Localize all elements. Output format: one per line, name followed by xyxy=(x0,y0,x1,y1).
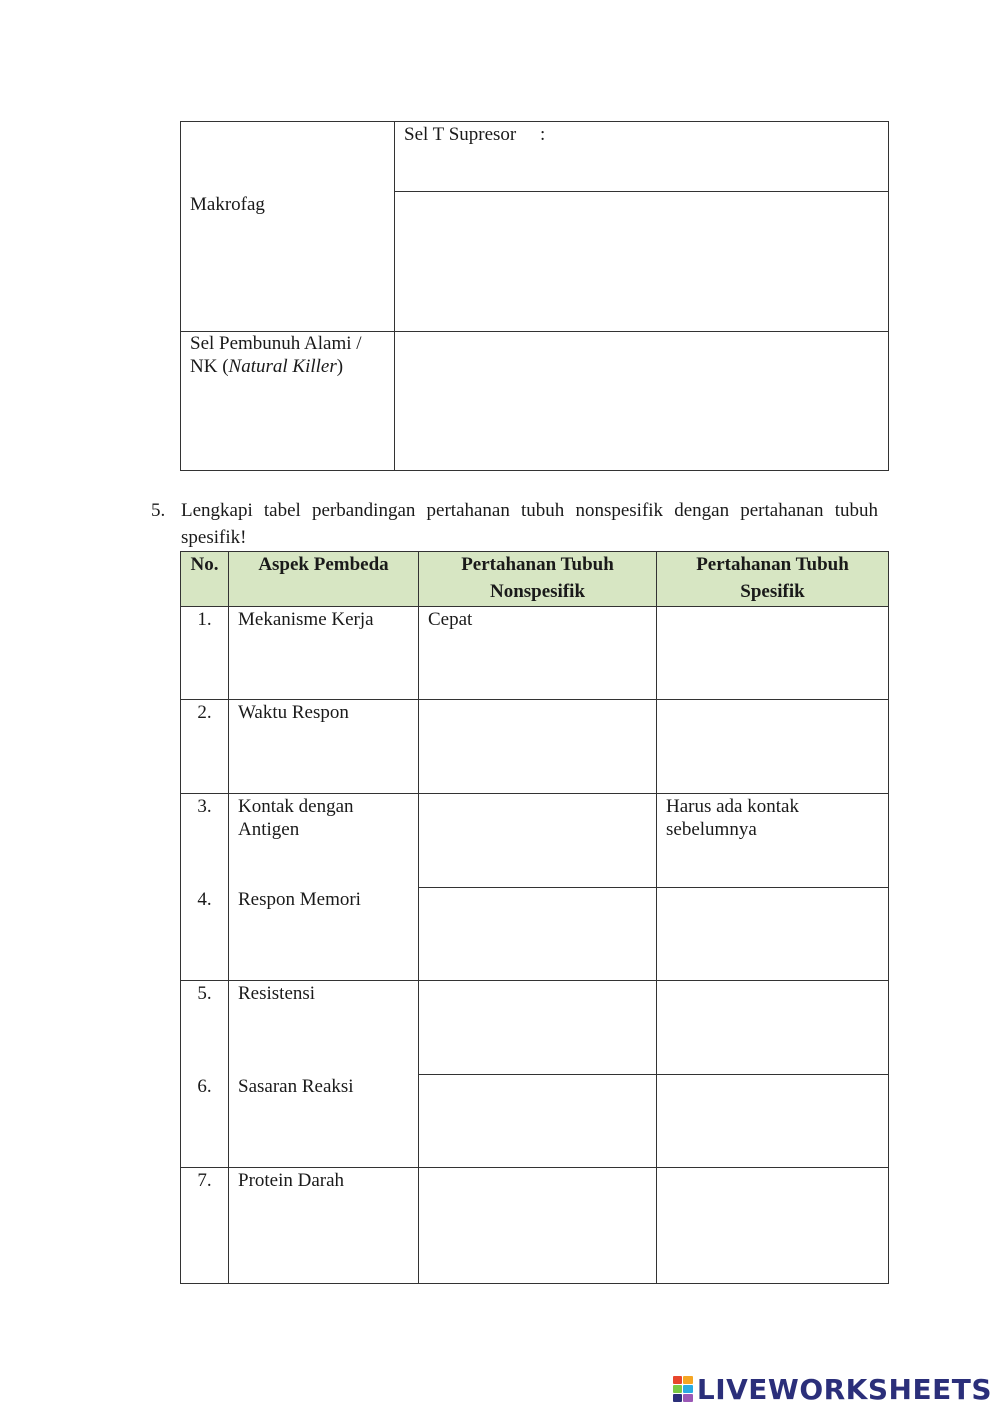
makrofag-label: Makrofag xyxy=(190,194,265,215)
nonspecific-cell-7[interactable] xyxy=(418,1167,657,1284)
aspect-cell-5-6 xyxy=(228,980,419,1168)
nk-italic: Natural Killer xyxy=(228,356,337,377)
liveworksheets-logo-text: LIVEWORKSHEETS xyxy=(696,1372,992,1406)
nonspecific-cell-5[interactable] xyxy=(418,980,657,1075)
header-specific-line2: Spesifik xyxy=(740,581,805,602)
row-aspect-2: Waktu Respon xyxy=(238,702,349,723)
row-no-1: 1. xyxy=(197,609,212,630)
makrofag-answer-cell[interactable] xyxy=(394,191,889,332)
specific-cell-1[interactable] xyxy=(656,606,889,700)
row-aspect-7: Protein Darah xyxy=(238,1170,345,1191)
nk-answer-cell[interactable] xyxy=(394,331,889,471)
row-aspect-3-line2: Antigen xyxy=(238,819,300,840)
question-line2: spesifik! xyxy=(181,527,247,548)
nonspecific-cell-3[interactable] xyxy=(418,793,657,888)
row-no-4: 4. xyxy=(197,889,212,910)
row-no-2: 2. xyxy=(197,702,212,723)
liveworksheets-logo-icon xyxy=(673,1376,693,1402)
header-aspect: Aspek Pembeda xyxy=(258,554,389,575)
question-line1: Lengkapi tabel perbandingan pertahanan tubuh nonspesifik dengan pertahanan tubuh xyxy=(181,500,878,521)
row-nonspecific-1: Cepat xyxy=(428,609,473,630)
row-specific-3-line2: sebelumnya xyxy=(666,819,757,840)
header-no: No. xyxy=(190,554,219,575)
row-no-6: 6. xyxy=(197,1076,212,1097)
header-nonspecific-line1: Pertahanan Tubuh xyxy=(461,554,614,575)
row-no-5: 5. xyxy=(197,983,212,1004)
row-aspect-1: Mekanisme Kerja xyxy=(238,609,374,630)
row-aspect-5: Resistensi xyxy=(238,983,316,1004)
header-specific-line1: Pertahanan Tubuh xyxy=(696,554,849,575)
specific-cell-7[interactable] xyxy=(656,1167,889,1284)
nonspecific-cell-6[interactable] xyxy=(418,1074,657,1168)
sel-t-supresor-label: Sel T Supresor : xyxy=(404,124,546,145)
no-cell-3-4 xyxy=(180,793,229,981)
row-aspect-4: Respon Memori xyxy=(238,889,361,910)
liveworksheets-logo[interactable] xyxy=(673,1371,992,1407)
specific-cell-2[interactable] xyxy=(656,699,889,794)
specific-cell-4[interactable] xyxy=(656,887,889,981)
makrofag-label-cell xyxy=(180,121,395,332)
row-aspect-6: Sasaran Reaksi xyxy=(238,1076,354,1097)
no-cell-5-6 xyxy=(180,980,229,1168)
nk-label-line2 xyxy=(190,355,343,378)
specific-cell-5[interactable] xyxy=(656,980,889,1075)
row-no-7: 7. xyxy=(197,1170,212,1191)
row-specific-3-line1: Harus ada kontak xyxy=(666,796,799,817)
header-nonspecific-line2: Nonspesifik xyxy=(489,581,586,602)
question-number: 5. xyxy=(151,500,166,521)
specific-cell-6[interactable] xyxy=(656,1074,889,1168)
nk-prefix: NK ( xyxy=(190,356,229,377)
nonspecific-cell-2[interactable] xyxy=(418,699,657,794)
nonspecific-cell-4[interactable] xyxy=(418,887,657,981)
row-aspect-3-line1: Kontak dengan xyxy=(238,796,354,817)
nk-suffix: ) xyxy=(336,356,344,377)
row-no-3: 3. xyxy=(197,796,212,817)
nk-label-line1: Sel Pembunuh Alami / xyxy=(190,333,362,354)
